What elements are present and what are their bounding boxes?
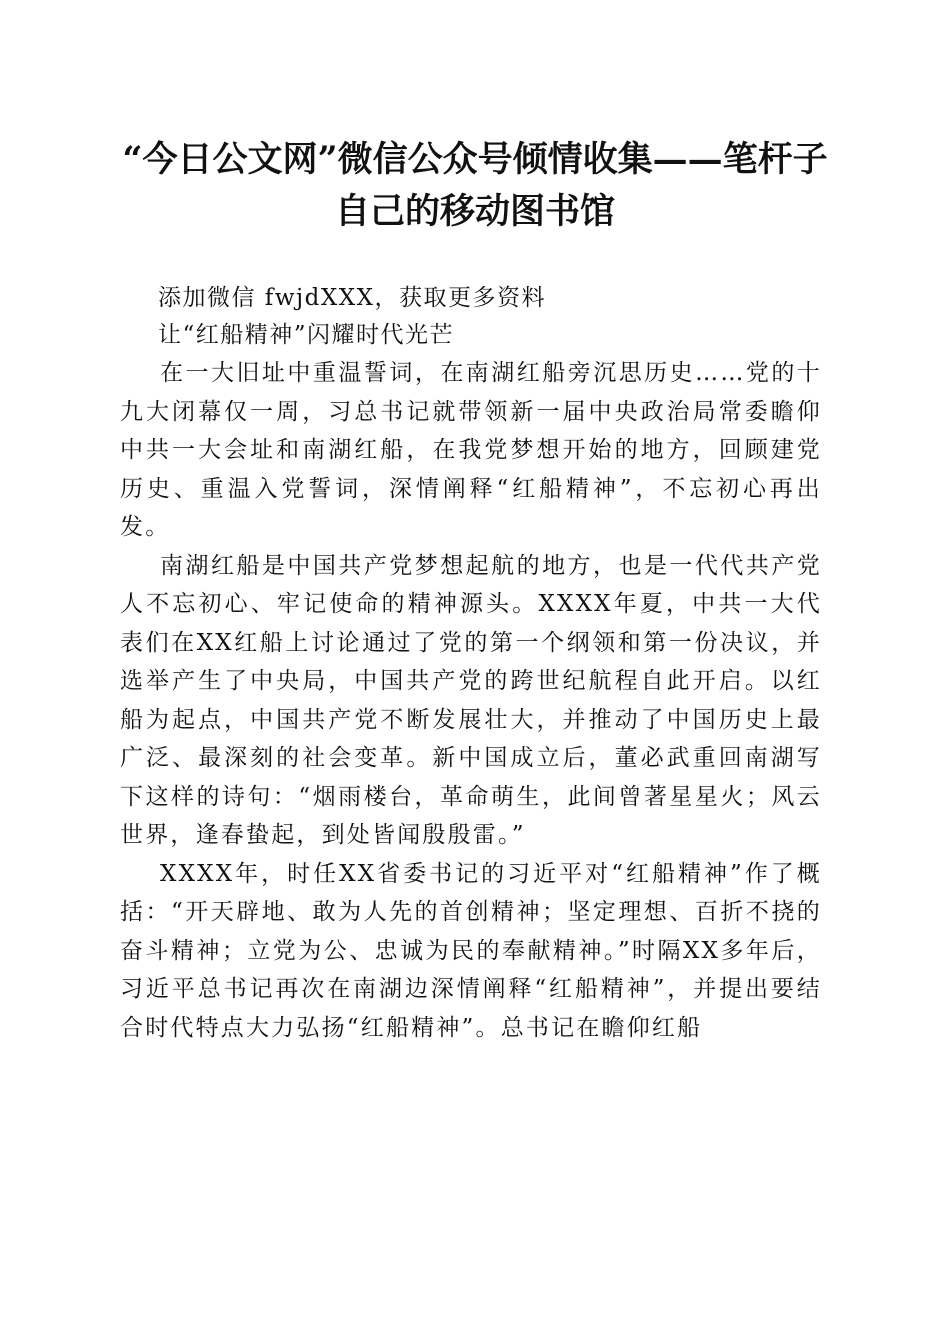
paragraph-1: 在一大旧址中重温誓词，在南湖红船旁沉思历史……党的十九大闭幕仅一周，习总书记就带领新一届中央政治局常委瞻仰中共一大会址和南湖红船，在我党梦想开始的地方，回顾建党历史、重温入党誓词，深情阐释“红船精神”，不忘初心再出发。 [120,360,822,540]
document-title: “今日公文网”微信公众号倾情收集——笔杆子自己的移动图书馆 [122,139,828,232]
document-body [120,280,822,1047]
paragraph-3: XXXX年，时任XX省委书记的习近平对“红船精神”作了概括：“开天辟地、敢为人先的首创精神；坚定理想、百折不挠的奋斗精神；立党为公、忠诚为民的奉献精神。”时隔XX多年后，习近平总书记再次在南湖边深情阐释“红船精神”，并提出要结合时代特点大力弘扬“红船精神”。总书记在瞻仰红船 [120,860,822,1041]
article-heading-line: 让“红船精神”闪耀时代光芒 [158,322,455,348]
paragraph-2: 南湖红船是中国共产党梦想起航的地方，也是一代代共产党人不忘初心、牢记使命的精神源头。XXXX年夏，中共一大代表们在XX红船上讨论通过了党的第一个纲领和第一份决议，并选举产生了中央局，中国共产党的跨世纪航程自此开启。以红船为起点，中国共产党不断发展壮大，并推动了中国历史上最广泛、最深刻的社会变革。新中国成立后，董必武重回南湖写下这样的诗句：“烟雨楼台，革命萌生，此间曾著星星火；风云世界，逢春蛰起，到处皆闻殷殷雷。” [120,552,822,848]
wechat-contact-line: 添加微信 fwjdXXX，获取更多资料 [158,285,546,311]
